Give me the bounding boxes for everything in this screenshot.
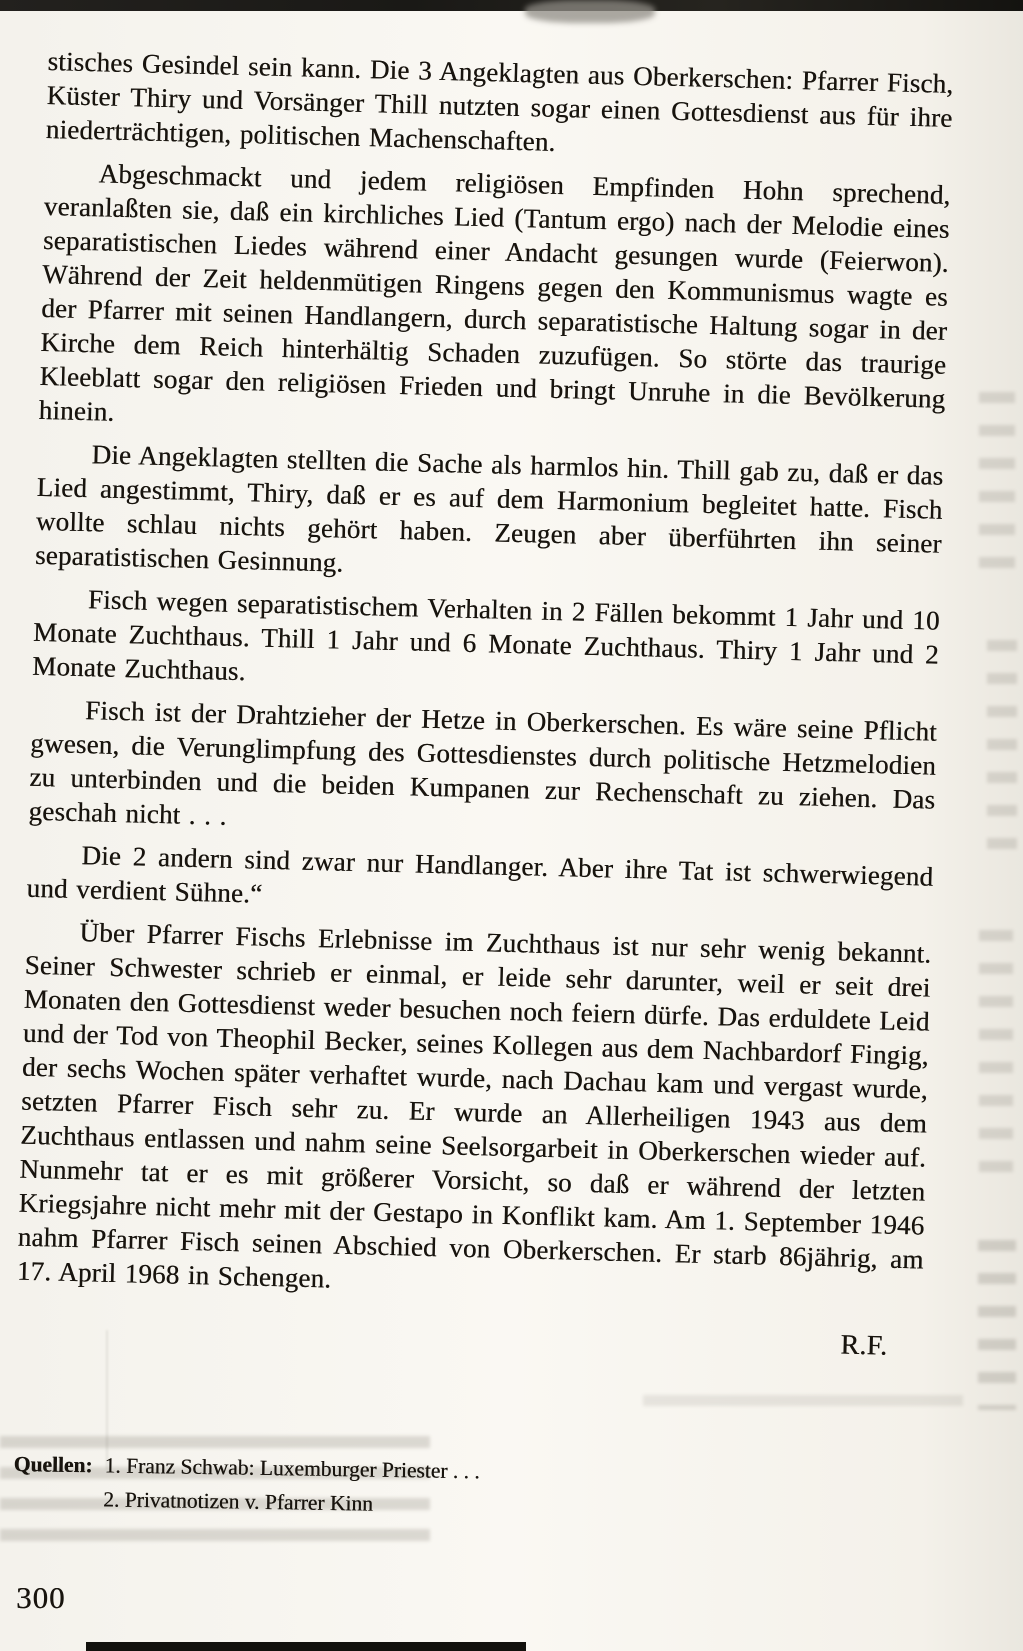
paragraph-3: Die Angeklagten stellten die Sache als harmlos hin. Thill gab zu, daß er das Lied angestimmt, Thiry, daß er es auf dem Harmonium begleitet hatte. Fisch wollte schlau nichts gehört haben. Zeugen aber überführten ihn seiner separatistischen Gesinnung.: [34, 439, 944, 578]
bleed-through-artifact: [979, 930, 1013, 1190]
page-number: 300: [16, 1580, 66, 1615]
scan-edge-bottom: [86, 1642, 526, 1651]
scan-edge-top: [0, 0, 1023, 11]
paragraph-7: Über Pfarrer Fischs Erlebnisse im Zuchthaus ist nur sehr wenig bekannt. Seiner Schwester schrieb er einmal, er leide sehr darunter, weil er seit drei Monaten den Gottesdienst weder besuchen noch feiern dürfe. Das erduldete Leid und der Tod von Theophil Becker, seines Kollegen aus dem Nachbardorf Fingig, der sechs Wochen später verhaftet wurde, nach Dachau kam und vergast wurde, setzten Pfarrer Fisch sehr zu. Er wurde an Allerheiligen 1943 aus dem Zuchthaus entlassen und nahm seine Seelsorgarbeit in Oberkerschen wieder auf. Nunmehr tat er es mit größerer Vorsicht, so daß er während der letzten Kriegsjahre nicht mehr mit der Gestapo in Konflikt kam. Am 1. September 1946 nahm Pfarrer Fisch seinen Abschied von Oberkerschen. Er starb 86jährig, am 17. April 1968 in Schengen.: [16, 917, 932, 1294]
paragraph-5: Fisch ist der Drahtzieher der Hetze in Oberkerschen. Es wäre seine Pflicht gwesen, die Verunglimpfung des Gottesdienstes durch politische Hetzmelodien zu unterbinden und die beiden Kumpanen zur Rechenschaft zu ziehen. Das geschah nicht . . .: [28, 695, 938, 831]
bleed-through-artifact: [643, 1395, 963, 1425]
author-initials: R.F.: [840, 1329, 888, 1362]
bleed-through-artifact: [978, 1240, 1016, 1410]
paragraph-4: Fisch wegen separatistischem Verhalten in 2 Fällen bekommt 1 Jahr und 10 Monate Zuchthaus. Thill 1 Jahr und 6 Monate Zuchthaus. Thiry 1 Jahr und 2 Monate Zuchthaus.: [31, 584, 941, 687]
scan-smudge-top: [525, 0, 655, 23]
source-item-1: 1. Franz Schwab: Luxemburger Priester . . .: [104, 1453, 480, 1484]
bleed-through-artifact: [987, 640, 1017, 860]
text-block: [14, 44, 953, 1393]
source-item-2: 2. Privatnotizen v. Pfarrer Kinn: [102, 1487, 374, 1516]
sources-section: [13, 1447, 654, 1525]
paragraph-6: Die 2 andern sind zwar nur Handlanger. Aber ihre Tat ist schwerwiegend und verdient Sühne.“: [26, 840, 934, 909]
paragraph-continuation: stisches Gesindel sein kann. Die 3 Angeklagten aus Oberkerschen: Pfarrer Fisch, Küster Thiry und Vorsänger Thill nutzten sogar einen Gottesdienst aus für ihre niederträchtigen, politischen Machenschaften.: [45, 45, 954, 157]
sources-label: Quellen:: [13, 1451, 93, 1478]
bleed-through-artifact: [979, 392, 1015, 572]
paragraph-2: Abgeschmackt und jedem religiösen Empfinden Hohn sprechend, veranlaßten sie, daß ein kirchliches Lied (Tantum ergo) nach der Melodie eines separatistischen Liedes während einer Andacht gesungen wurde (Feierwon). Während der Zeit heldenmütigen Ringens gegen den Kommunismus wagte es der Pfarrer mit seinen Handlangern, durch separatistische Haltung sogar in der Kirche dem Reich hinterhältig Schaden zuzufügen. So störte das traurige Kleeblatt sogar den religiösen Frieden und bringt Unruhe in die Bevölkerung hinein.: [38, 158, 951, 427]
